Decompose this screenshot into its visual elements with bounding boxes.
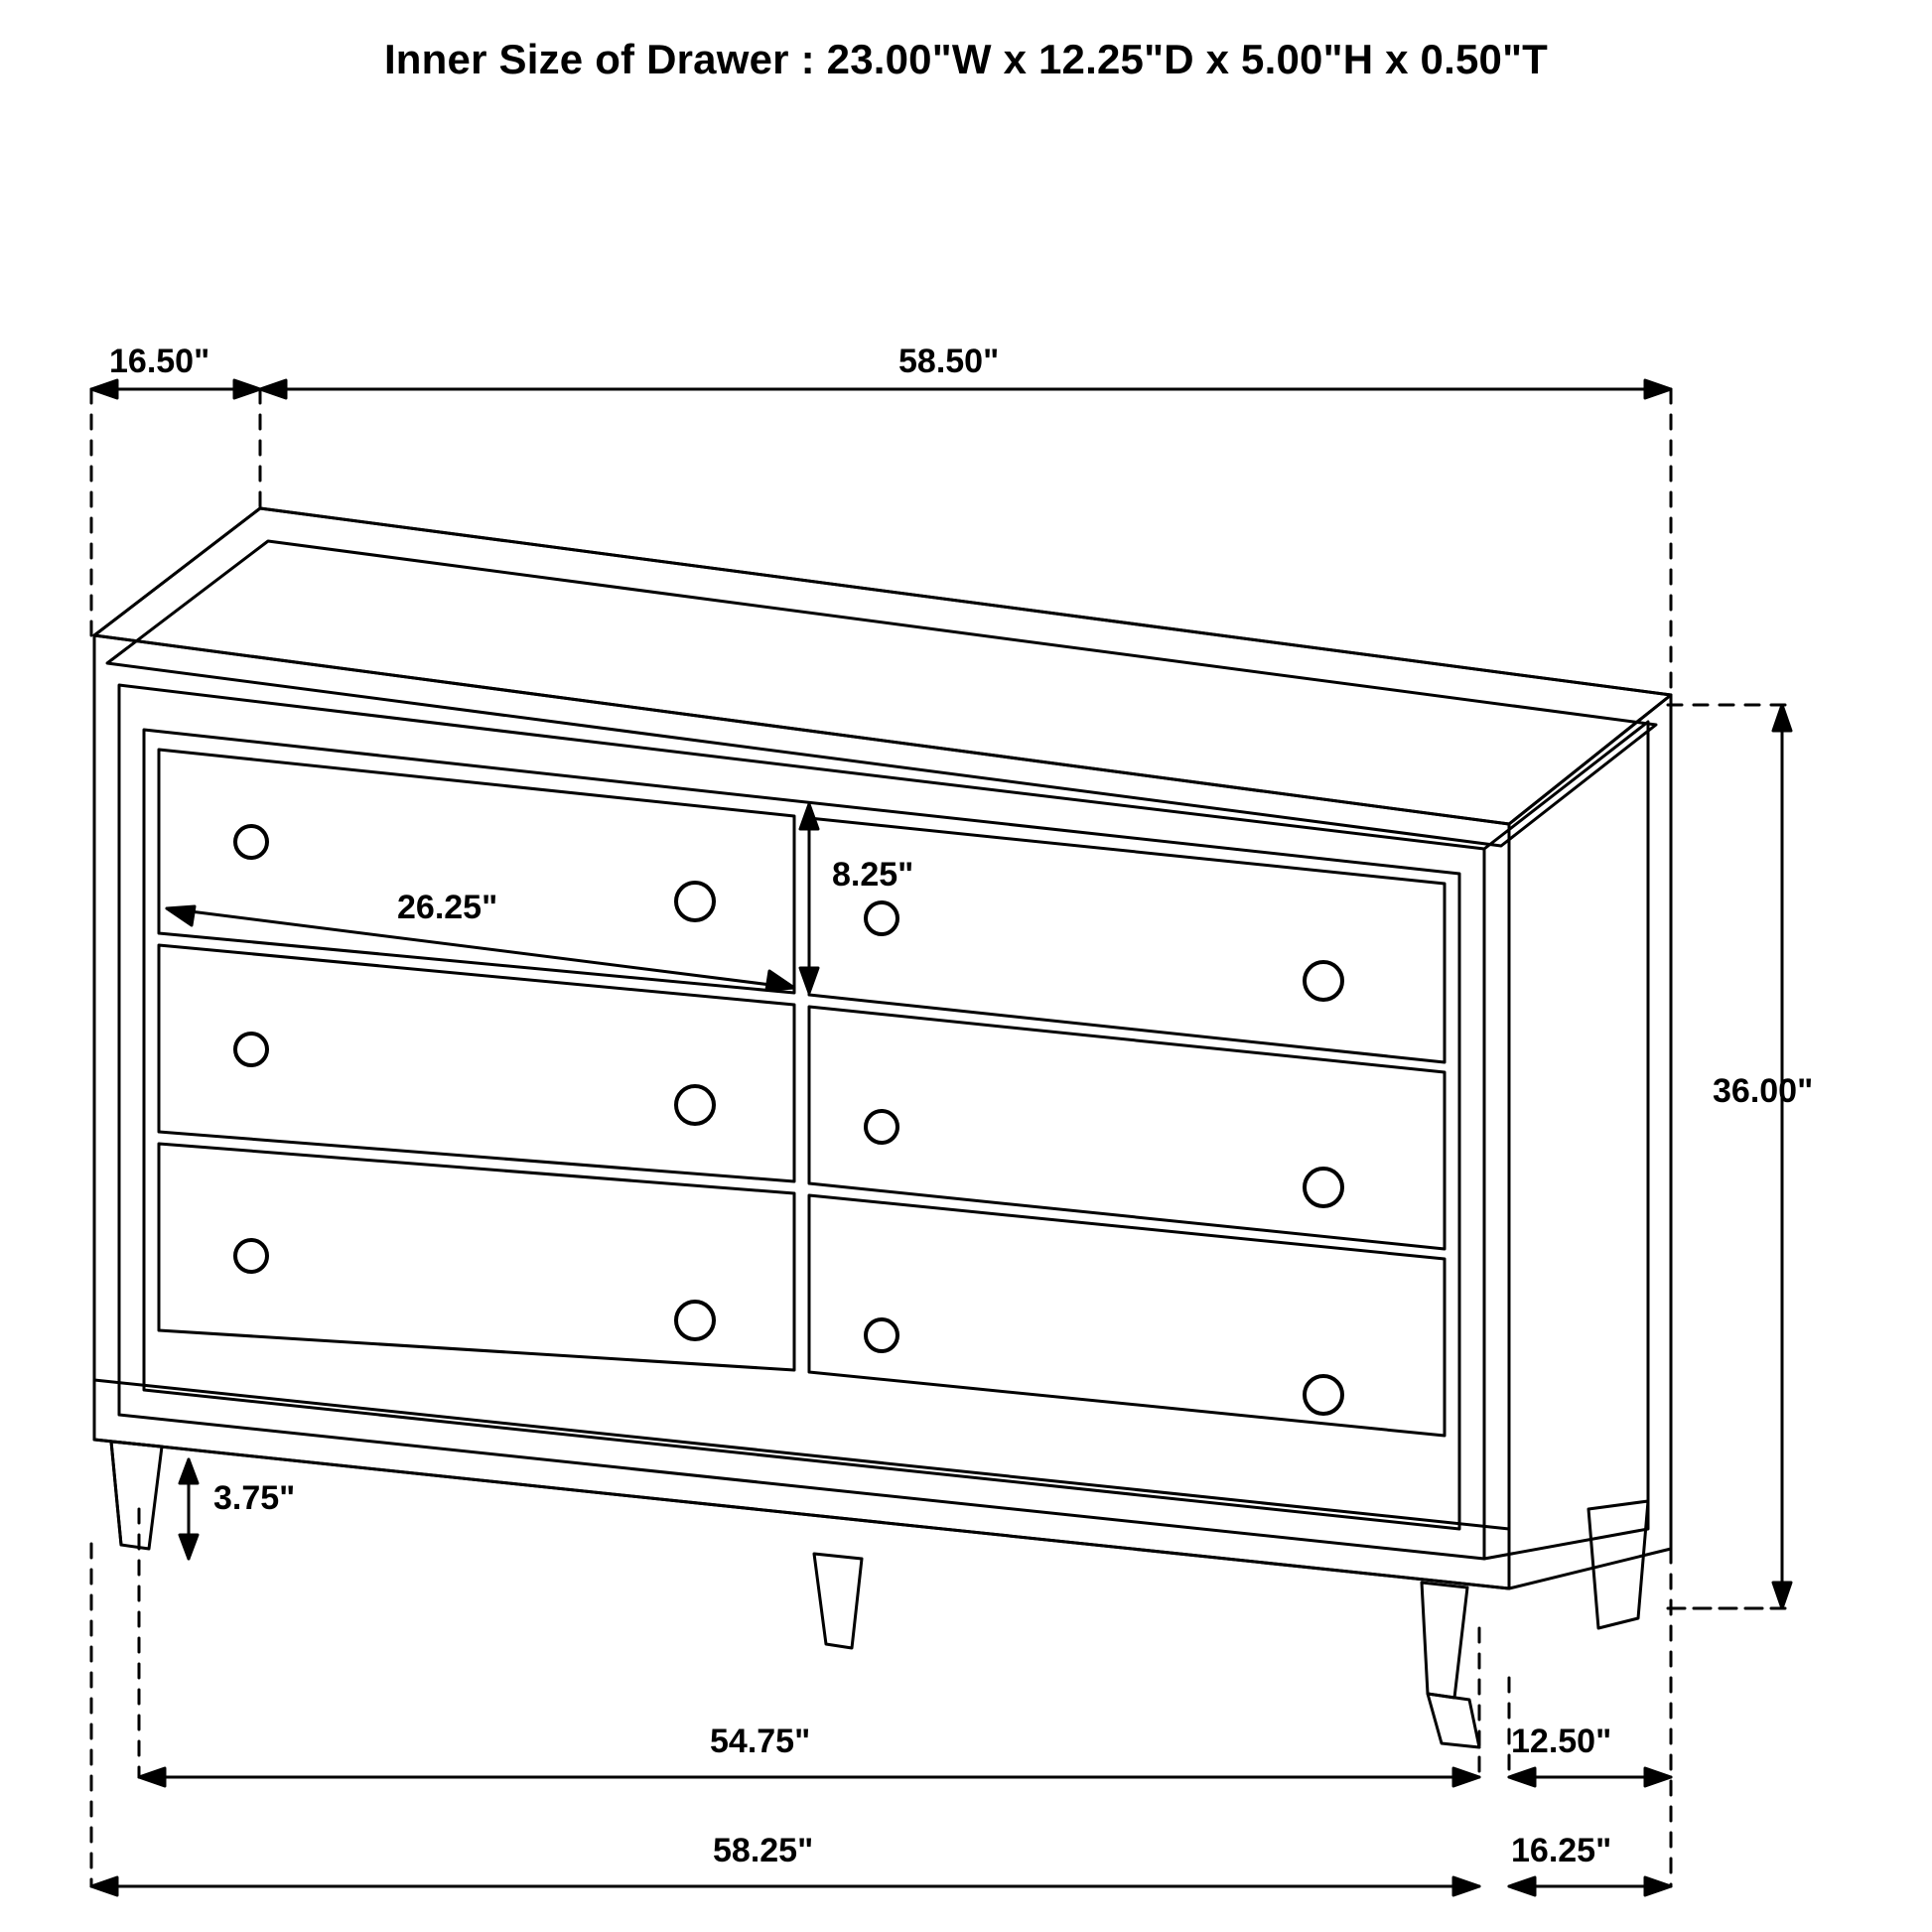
dim-line-3600 [1773,705,1791,1608]
label-leg-height: 3.75" [213,1479,296,1517]
extension-lines-right [1668,705,1797,1608]
dresser-front-face [94,635,1509,1588]
dresser-leg-front-right [1422,1583,1467,1698]
dresser-side-panel [1484,695,1671,1588]
label-overall-width-top: 58.50" [898,343,1000,380]
label-base-inner-width: 54.75" [710,1723,811,1760]
label-base-outer-depth: 16.25" [1511,1832,1612,1869]
drawer-right-bottom [809,1195,1445,1436]
dim-line-1625 [1509,1877,1671,1895]
page-title: Inner Size of Drawer : 23.00"W x 12.25"D x 5.00"H x 0.50"T [383,36,1549,82]
drawer-left-top [159,750,794,993]
drawer-right-middle [809,1007,1445,1249]
drawer-left-bottom [159,1144,794,1370]
dim-line-5475 [139,1768,1479,1786]
label-side-depth-top: 16.50" [109,343,210,380]
dim-line-1650 [91,380,260,398]
dim-line-375 [180,1459,198,1559]
dresser-leg-center-rear [814,1554,862,1648]
dresser-leg-front-left [111,1442,162,1549]
dresser-top-panel [94,508,1671,846]
extension-lines-top [91,389,1671,695]
label-drawer-width: 26.25" [397,889,498,926]
dim-line-5850 [260,380,1671,398]
drawer-right-top [809,818,1445,1062]
dresser-leg-rear-right [1588,1501,1648,1628]
extension-lines-bottom [91,1509,1777,1886]
dim-line-5825 [91,1877,1479,1895]
label-drawer-height: 8.25" [832,856,914,894]
label-base-inner-depth: 12.50" [1511,1723,1612,1760]
dresser-leg-center-far [1428,1694,1479,1747]
dresser-base-rail [94,1380,1509,1588]
label-overall-height: 36.00" [1713,1072,1814,1110]
label-base-outer-width: 58.25" [713,1832,814,1869]
dim-line-1250 [1509,1768,1671,1786]
